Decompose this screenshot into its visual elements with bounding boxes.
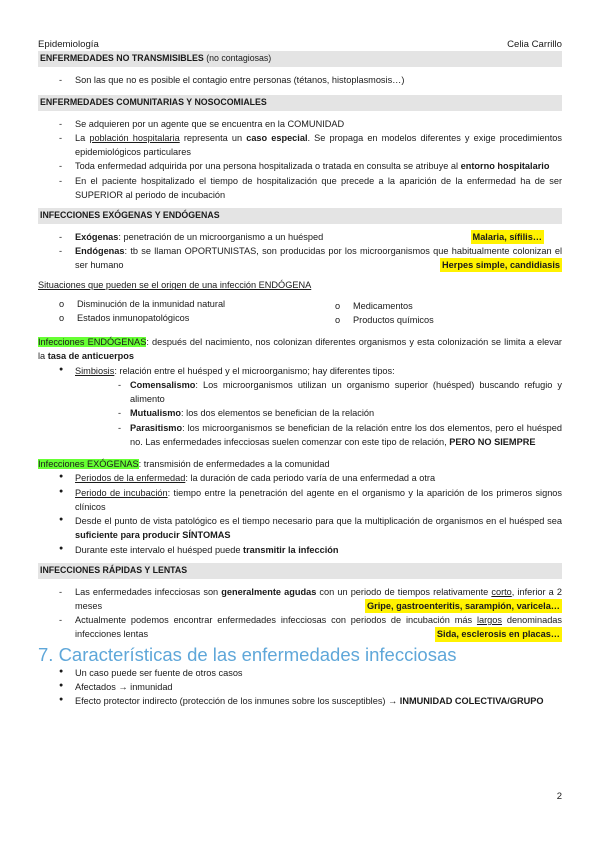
list-item: - Toda enfermedad adquirida por una persona hospitalizada o tratada en consulta se atribuye al entorno hospitalario [38, 159, 562, 173]
list-item: ● Periodos de la enfermedad: la duración de cada periodo varía de una enfermedad a otra [38, 471, 562, 485]
list-item: - Se adquieren por un agente que se encuentra en la COMUNIDAD [38, 117, 562, 131]
list-item: ● Desde el punto de vista patológico es el tiempo necesario para que la multiplicación de organismos en el huésped sea suficiente para producir SÍNTOMAS [38, 514, 562, 543]
list-item: - Son las que no es posible el contagio entre personas (tétanos, histoplasmosis…) [38, 73, 562, 87]
highlight-examples: Gripe, gastroenteritis, sarampión, varicela… [365, 599, 562, 613]
highlight-examples: Sida, esclerosis en placas… [435, 627, 562, 641]
list-item: - Comensalismo: Los microorganismos utilizan un organismo superior (huésped) buscando refugio y alimento [38, 378, 562, 407]
header-author: Celia Carrillo [507, 39, 562, 50]
list-item: ● Un caso puede ser fuente de otros casos [38, 666, 562, 680]
section-heading-community: ENFERMEDADES COMUNITARIAS Y NOSOCOMIALES [38, 95, 562, 111]
list-non-transmissible [38, 73, 562, 87]
list-exogenous [38, 471, 562, 557]
page [38, 38, 562, 708]
list-item: - La población hospitalaria representa un caso especial. Se propaga en modelos diferentes y exige procedimientos epidemiológicos particulares [38, 131, 562, 160]
list-item: - Las enfermedades infecciosas son generalmente agudas con un periodo de tiempos relativamente corto, inferior a 2 meses Gripe, gastroenteritis, sarampión, varicela… [38, 585, 562, 614]
list-item: ● Durante este intervalo el huésped puede transmitir la infección [38, 543, 562, 557]
endogenous-paragraph: Infecciones ENDÓGENAS: después del nacimiento, nos colonizan diferentes organismos y esta colonización se limita a elevar la tasa de anticuerpos [38, 337, 562, 362]
section-heading-exo-endo: INFECCIONES EXÓGENAS Y ENDÓGENAS [38, 208, 562, 224]
highlight-examples: Malaria, sífilis… [471, 230, 544, 244]
list-item: o Medicamentos [314, 299, 434, 313]
section-title-characteristics: 7. Características de las enfermedades infecciosas [38, 643, 457, 665]
list-item: - Exógenas: penetración de un microorganismo a un huésped Malaria, sífilis… [38, 230, 562, 244]
list-item: o Productos químicos [314, 313, 434, 327]
list-item: - Mutualismo: los dos elementos se benefician de la relación [38, 406, 562, 420]
list-item: ● Afectados → inmunidad [38, 680, 562, 694]
section-heading-fast-slow: INFECCIONES RÁPIDAS Y LENTAS [38, 563, 562, 579]
highlight-examples: Herpes simple, candidiasis [440, 258, 562, 272]
list-characteristics [38, 666, 562, 709]
endogenous-label: Infecciones ENDÓGENAS [38, 337, 147, 348]
list-community [38, 117, 562, 203]
list-item: o Disminución de la inmunidad natural [38, 297, 268, 311]
list-item: ● Simbiosis: relación entre el huésped y el microorganismo; hay diferentes tipos: [38, 364, 562, 378]
situations-columns [38, 297, 562, 328]
list-item: - Parasitismo: los microorganismos se benefician de la relación entre los dos elementos, pero el huésped no. Las enfermedades infecciosas suelen comenzar con este tipo de relación, PERO NO SIEMPRE [38, 421, 562, 450]
list-fast-slow [38, 585, 562, 642]
list-item: ● Efecto protector indirecto (protección de los inmunes sobre los susceptibles) → INMUNIDAD COLECTIVA/GRUPO [38, 694, 562, 708]
page-number: 2 [556, 791, 562, 802]
list-item: - En el paciente hospitalizado el tiempo de hospitalización que precede a la aparición de la enfermedad ha de ser SUPERIOR al periodo de incubación [38, 174, 562, 203]
list-item: - Endógenas: tb se llaman OPORTUNISTAS, son producidas por los microorganismos que habitualmente colonizan el ser humano Herpes simple, candidiasis [38, 244, 562, 273]
section-heading-non-transmissible: ENFERMEDADES NO TRANSMISIBLES (no contagiosas) [38, 51, 562, 67]
list-item: ● Periodo de incubación: tiempo entre la penetración del agente en el organismo y la aparición de los primeros signos clínicos [38, 486, 562, 515]
list-symbiosis [38, 364, 562, 378]
exogenous-label: Infecciones EXÓGENAS [38, 459, 139, 470]
exogenous-paragraph: Infecciones EXÓGENAS: transmisión de enfermedades a la comunidad [38, 459, 330, 470]
list-symbiosis-types [38, 378, 562, 449]
page-header [38, 38, 562, 51]
list-item: - Actualmente podemos encontrar enfermedades infecciosas con periodos de incubación más largos denominadas infecciones lentas Sida, esclerosis en placas… [38, 613, 562, 642]
header-subject: Epidemiología [38, 39, 99, 50]
list-item: o Estados inmunopatológicos [38, 311, 268, 325]
endogenous-situations-heading: Situaciones que pueden se el origen de una infección ENDÓGENA [38, 280, 312, 291]
list-exo-endo [38, 230, 562, 273]
